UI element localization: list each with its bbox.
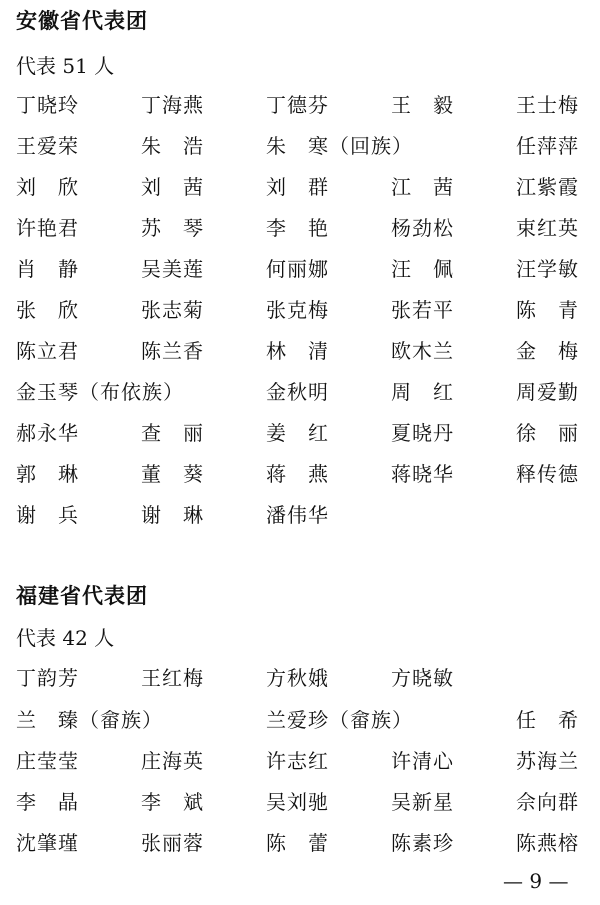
name-row [0, 661, 600, 695]
name-row [0, 703, 600, 737]
delegate-name: 谢 琳 [141, 503, 204, 527]
delegate-name: 许清心 [391, 749, 454, 773]
page-number: — 9 — [503, 869, 569, 893]
delegate-name: 刘 群 [266, 175, 329, 199]
delegate-name: 陈立君 [16, 339, 79, 363]
delegate-name: 丁德芬 [266, 93, 329, 117]
name-row [0, 826, 600, 860]
delegate-name: 谢 兵 [16, 503, 79, 527]
delegate-name: 张志菊 [141, 298, 204, 322]
delegate-name: 陈 青 [516, 298, 579, 322]
delegate-name: 郭 琳 [16, 462, 79, 486]
name-row [0, 170, 600, 204]
delegate-name: 刘 欣 [16, 175, 79, 199]
delegate-name: 金玉琴（布依族） [16, 380, 184, 404]
delegate-name: 汪学敏 [516, 257, 579, 281]
delegate-name: 查 丽 [141, 421, 204, 445]
delegate-name: 苏 琴 [141, 216, 204, 240]
name-row [0, 498, 600, 532]
delegate-name: 江 茜 [391, 175, 454, 199]
name-row [0, 88, 600, 122]
delegate-name: 江紫霞 [516, 175, 579, 199]
delegate-name: 王士梅 [516, 93, 579, 117]
delegate-name: 金秋明 [266, 380, 329, 404]
name-row [0, 334, 600, 368]
delegate-name: 庄莹莹 [16, 749, 79, 773]
delegate-name: 肖 静 [16, 257, 79, 281]
delegate-name: 丁海燕 [141, 93, 204, 117]
delegate-name: 吴美莲 [141, 257, 204, 281]
name-row [0, 785, 600, 819]
delegate-name: 任萍萍 [516, 134, 579, 158]
section-title-fujian: 福建省代表团 [16, 584, 148, 608]
delegate-name: 陈素珍 [391, 831, 454, 855]
delegate-name: 张克梅 [266, 298, 329, 322]
delegate-name: 陈 蕾 [266, 831, 329, 855]
name-row [0, 744, 600, 778]
delegate-name: 方秋娥 [266, 666, 329, 690]
delegate-name: 郝永华 [16, 421, 79, 445]
name-row [0, 211, 600, 245]
name-row [0, 457, 600, 491]
delegate-name: 释传德 [516, 462, 579, 486]
delegate-name: 陈燕榕 [516, 831, 579, 855]
delegate-name: 林 清 [266, 339, 329, 363]
delegate-name: 蒋晓华 [391, 462, 454, 486]
delegate-name: 欧木兰 [391, 339, 454, 363]
delegate-name: 徐 丽 [516, 421, 579, 445]
delegate-count-anhui: 代表 51 人 [16, 54, 115, 78]
delegate-name: 夏晓丹 [391, 421, 454, 445]
delegate-name: 庄海英 [141, 749, 204, 773]
name-row [0, 416, 600, 450]
delegate-count-fujian: 代表 42 人 [16, 626, 115, 650]
name-row [0, 129, 600, 163]
delegate-name: 许志红 [266, 749, 329, 773]
delegate-name: 许艳君 [16, 216, 79, 240]
delegate-name: 何丽娜 [266, 257, 329, 281]
delegate-name: 杨劲松 [391, 216, 454, 240]
delegate-name: 佘向群 [516, 790, 579, 814]
delegate-name: 周爱勤 [516, 380, 579, 404]
delegate-name: 王红梅 [141, 666, 204, 690]
delegate-name: 王爱荣 [16, 134, 79, 158]
delegate-name: 朱 浩 [141, 134, 204, 158]
delegate-name: 吴新星 [391, 790, 454, 814]
delegate-name: 张丽蓉 [141, 831, 204, 855]
delegate-name: 束红英 [516, 216, 579, 240]
delegate-name: 陈兰香 [141, 339, 204, 363]
delegate-name: 张若平 [391, 298, 454, 322]
delegate-name: 金 梅 [516, 339, 579, 363]
name-row [0, 375, 600, 409]
name-row [0, 293, 600, 327]
delegate-name: 沈肇瑾 [16, 831, 79, 855]
delegate-name: 周 红 [391, 380, 454, 404]
delegate-name: 丁晓玲 [16, 93, 79, 117]
delegate-name: 丁韵芳 [16, 666, 79, 690]
name-row [0, 252, 600, 286]
delegate-name: 任 希 [516, 708, 579, 732]
delegate-name: 蒋 燕 [266, 462, 329, 486]
delegate-name: 王 毅 [391, 93, 454, 117]
delegate-name: 李 艳 [266, 216, 329, 240]
delegate-name: 李 斌 [141, 790, 204, 814]
delegate-name: 方晓敏 [391, 666, 454, 690]
section-title-anhui: 安徽省代表团 [16, 9, 148, 33]
delegate-name: 刘 茜 [141, 175, 204, 199]
delegate-name: 吴刘驰 [266, 790, 329, 814]
delegate-name: 姜 红 [266, 421, 329, 445]
delegate-name: 兰 臻（畲族） [16, 708, 163, 732]
delegate-name: 潘伟华 [266, 503, 329, 527]
delegate-name: 朱 寒（回族） [266, 134, 413, 158]
delegate-name: 李 晶 [16, 790, 79, 814]
delegate-name: 董 葵 [141, 462, 204, 486]
delegate-name: 张 欣 [16, 298, 79, 322]
delegate-name: 汪 佩 [391, 257, 454, 281]
delegate-name: 兰爱珍（畲族） [266, 708, 413, 732]
delegate-name: 苏海兰 [516, 749, 579, 773]
